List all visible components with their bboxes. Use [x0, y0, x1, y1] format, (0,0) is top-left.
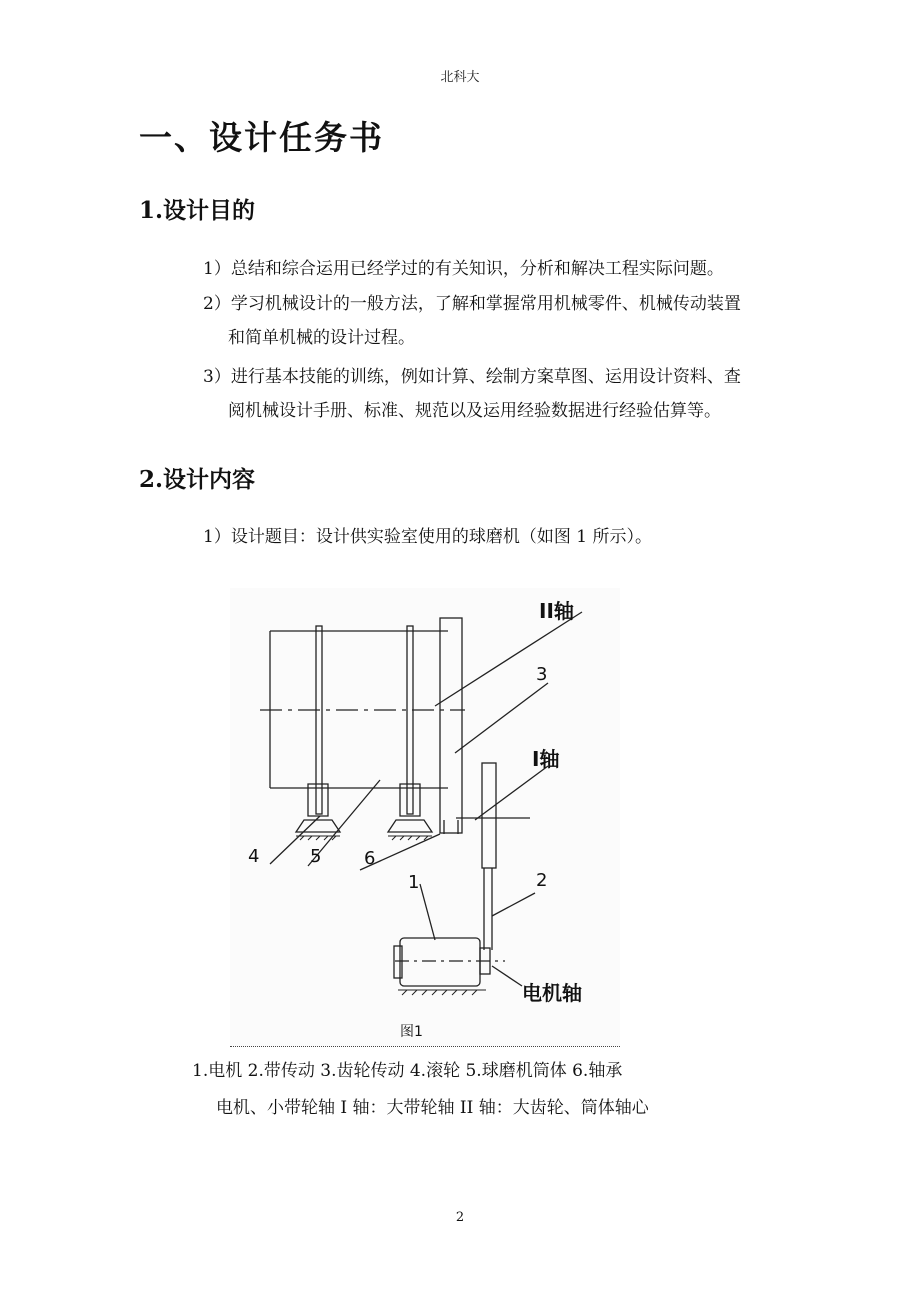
- ball-mill-diagram: [230, 588, 620, 1046]
- figure-number: 图1: [400, 1024, 423, 1040]
- support-ring-left: [316, 626, 322, 814]
- purpose-item-2-cont: 和简单机械的设计过程。: [228, 328, 415, 348]
- label-5: 5: [310, 846, 322, 867]
- figure-caption-shafts: 电机、小带轮轴 I 轴：大带轮轴 II 轴：大齿轮、筒体轴心: [216, 1098, 649, 1118]
- page-header: 北科大: [440, 70, 480, 85]
- purpose-item-3: 3）进行基本技能的训练，例如计算、绘制方案草图、运用设计资料、查: [203, 367, 741, 387]
- motor: [400, 938, 480, 986]
- section-heading-purpose: 1.设计目的: [139, 197, 256, 224]
- purpose-item-1: 1）总结和综合运用已经学过的有关知识，分析和解决工程实际问题。: [203, 259, 724, 279]
- roller-base-right: [388, 820, 432, 832]
- label-3: 3: [536, 664, 548, 685]
- small-gear: [482, 763, 496, 868]
- label-shaft-1: I轴: [532, 747, 560, 771]
- page-number: 2: [455, 1210, 465, 1225]
- label-6: 6: [364, 848, 376, 869]
- roller-left: [308, 784, 328, 816]
- label-4: 4: [248, 846, 260, 867]
- large-gear: [440, 618, 462, 833]
- roller-base-left: [296, 820, 340, 832]
- roller-right: [400, 784, 420, 816]
- label-shaft-2: II轴: [539, 599, 574, 623]
- section-heading-content: 2.设计内容: [139, 466, 256, 493]
- purpose-item-3-cont: 阅机械设计手册、标准、规范以及运用经验数据进行经验估算等。: [228, 401, 721, 421]
- label-2: 2: [536, 870, 548, 891]
- support-ring-right: [407, 626, 413, 814]
- content-item-1: 1）设计题目：设计供实验室使用的球磨机（如图 1 所示）。: [203, 527, 652, 547]
- purpose-item-2: 2）学习机械设计的一般方法，了解和掌握常用机械零件、机械传动装置: [203, 294, 741, 314]
- figure-caption-legend: 1.电机 2.带传动 3.齿轮传动 4.滚轮 5.球磨机筒体 6.轴承: [192, 1061, 623, 1081]
- ball-mill-figure: [230, 588, 620, 1047]
- label-motor-shaft: 电机轴: [522, 981, 582, 1005]
- page-title: 一、设计任务书: [139, 118, 384, 157]
- label-1: 1: [408, 872, 420, 893]
